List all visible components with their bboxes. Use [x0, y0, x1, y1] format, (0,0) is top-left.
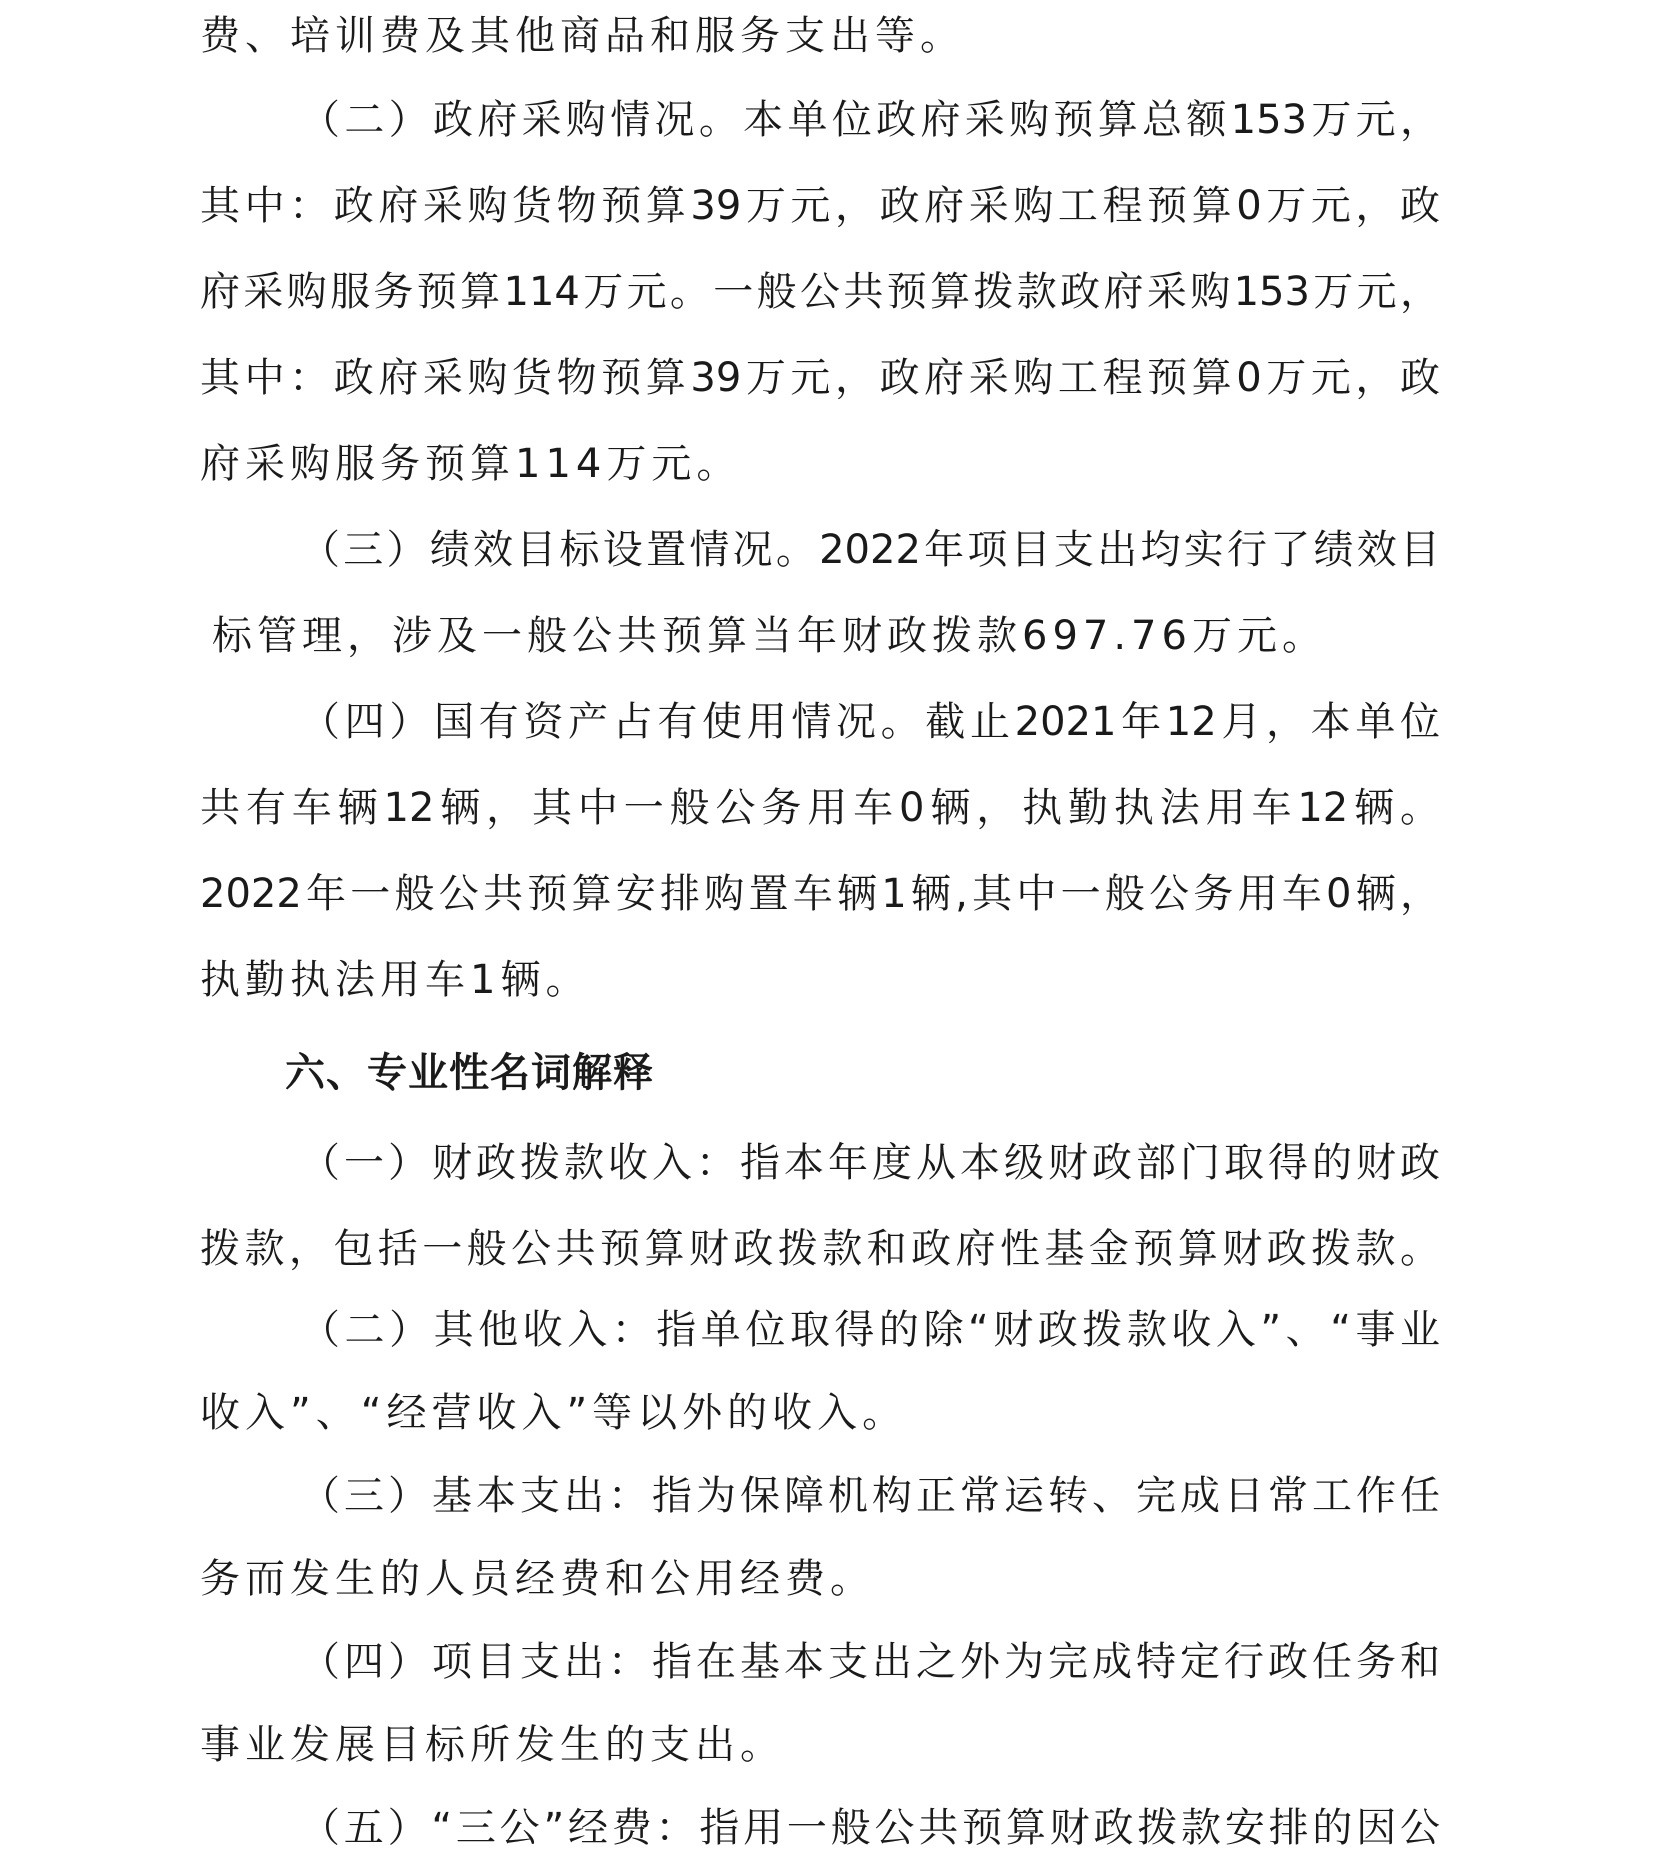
paragraph-line: 收入”、“经营收入”等以外的收入。: [200, 1390, 908, 1436]
section-heading: 六、专业性名词解释: [285, 1050, 654, 1096]
paragraph-line: 2022年一般公共预算安排购置车辆1辆,其中一般公务用车0辆，: [200, 871, 1440, 917]
paragraph-line: 执勤执法用车1辆。: [200, 957, 591, 1003]
paragraph-line: （三）绩效目标设置情况。2022年项目支出均实行了绩效目: [300, 527, 1440, 573]
paragraph-line: 共有车辆12辆，其中一般公务用车0辆，执勤执法用车12辆。: [200, 785, 1440, 831]
paragraph-line: 标管理，涉及一般公共预算当年财政拨款697.76万元。: [212, 613, 1327, 659]
paragraph-line: 事业发展目标所发生的支出。: [200, 1722, 785, 1768]
paragraph-line: （二）政府采购情况。本单位政府采购预算总额153万元，: [300, 97, 1440, 143]
paragraph-line: 府采购服务预算114万元。: [200, 441, 742, 487]
paragraph-line: 府采购服务预算114万元。一般公共预算拨款政府采购153万元，: [200, 269, 1440, 315]
paragraph-line: 其中：政府采购货物预算39万元，政府采购工程预算0万元，政: [200, 355, 1440, 401]
paragraph-line: （三）基本支出：指为保障机构正常运转、完成日常工作任: [300, 1473, 1440, 1519]
paragraph-line: 其中：政府采购货物预算39万元，政府采购工程预算0万元，政: [200, 183, 1440, 229]
paragraph-line: 务而发生的人员经费和公用经费。: [200, 1556, 875, 1602]
paragraph-line: （一）财政拨款收入：指本年度从本级财政部门取得的财政: [300, 1140, 1440, 1186]
paragraph-line: （四）项目支出：指在基本支出之外为完成特定行政任务和: [300, 1639, 1440, 1685]
paragraph-line: 费、培训费及其他商品和服务支出等。: [200, 13, 965, 59]
paragraph-line: （二）其他收入：指单位取得的除“财政拨款收入”、“事业: [300, 1307, 1440, 1353]
paragraph-line: （五）“三公”经费：指用一般公共预算财政拨款安排的因公: [300, 1805, 1440, 1851]
paragraph-line: （四）国有资产占有使用情况。截止2021年12月，本单位: [300, 699, 1440, 745]
paragraph-line: 拨款，包括一般公共预算财政拨款和政府性基金预算财政拨款。: [200, 1226, 1440, 1272]
